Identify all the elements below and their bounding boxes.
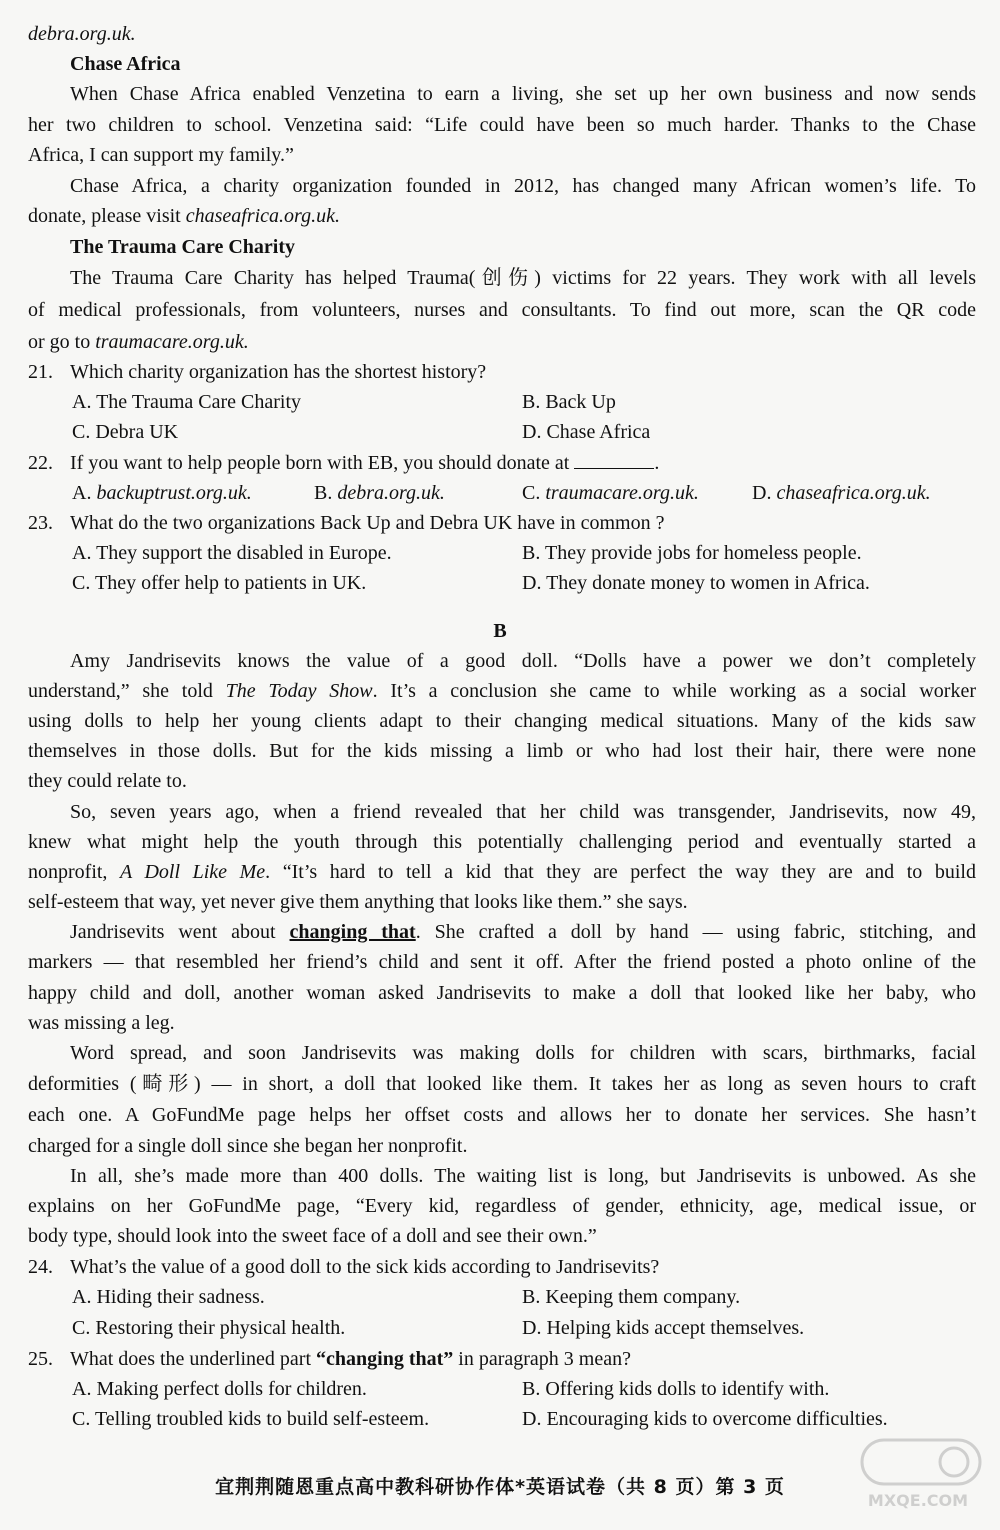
section-b-heading: B bbox=[493, 620, 507, 642]
passage-b-line: charged for a single doll since she began her nonprofit. bbox=[28, 1135, 468, 1157]
passage-b-line: knew what might help the youth through this potentially challenging period and eventually started a bbox=[28, 831, 976, 853]
q22-option-d: D. chaseafrica.org.uk. bbox=[752, 482, 931, 504]
passage-b-line: self-esteem that way, yet never give them anything that looks like them.” she says. bbox=[28, 891, 688, 913]
passage-b-line: was missing a leg. bbox=[28, 1012, 175, 1034]
question-22-text: If you want to help people born with EB, you should donate at . bbox=[70, 452, 660, 474]
passage-b-line: each one. A GoFundMe page helps her offset costs and allows her to donate her services. She hasn’t bbox=[28, 1104, 976, 1126]
debra-url: debra.org.uk. bbox=[28, 23, 136, 45]
chase-text-line: Chase Africa, a charity organization founded in 2012, has changed many African women’s life. To bbox=[70, 175, 976, 197]
passage-b-line: understand,” she told The Today Show. It’s a conclusion she came to while working as a social worker bbox=[28, 680, 976, 702]
answer-blank bbox=[574, 450, 654, 469]
question-number: 25. bbox=[28, 1348, 53, 1370]
passage-b-line: explains on her GoFundMe page, “Every kid, regardless of gender, ethnicity, age, medical issue, or bbox=[28, 1195, 976, 1217]
watermark-text: MXQE.COM bbox=[867, 1491, 969, 1510]
q25-option-d: D. Encouraging kids to overcome difficulties. bbox=[522, 1408, 888, 1430]
passage-b-line: Amy Jandrisevits knows the value of a good doll. “Dolls have a power we don’t completely bbox=[70, 650, 976, 672]
passage-b-line: Jandrisevits went about changing that. She crafted a doll by hand — using fabric, stitching, and bbox=[70, 921, 977, 943]
question-number: 21. bbox=[28, 361, 53, 383]
nonprofit-name: A Doll Like Me bbox=[120, 861, 266, 883]
q24-option-d: D. Helping kids accept themselves. bbox=[522, 1317, 805, 1339]
q25-option-c: C. Telling troubled kids to build self-esteem. bbox=[72, 1408, 430, 1430]
question-number: 23. bbox=[28, 512, 53, 534]
question-23-text: What do the two organizations Back Up and Debra UK have in common ? bbox=[70, 512, 665, 534]
chase-text-line: her two children to school. Venzetina said: “Life could have been so much harder. Thanks to the Chase bbox=[28, 114, 976, 136]
q23-option-d: D. They donate money to women in Africa. bbox=[522, 572, 870, 594]
q21-option-b: B. Back Up bbox=[522, 391, 616, 413]
q24-option-a: A. Hiding their sadness. bbox=[72, 1286, 265, 1308]
q25-option-a: A. Making perfect dolls for children. bbox=[72, 1378, 367, 1400]
q23-option-b: B. They provide jobs for homeless people. bbox=[522, 542, 862, 564]
underlined-phrase: changing that bbox=[289, 921, 416, 943]
question-24-text: What’s the value of a good doll to the sick kids according to Jandrisevits? bbox=[70, 1256, 660, 1278]
page-footer: 宜荆荆随恩重点高中教科研协作体*英语试卷（共 8 页）第 3 页 bbox=[215, 1476, 785, 1498]
question-number: 22. bbox=[28, 452, 53, 474]
passage-b-line: using dolls to help her young clients adapt to their changing medical situations. Many of the kids saw bbox=[28, 710, 976, 732]
passage-b-line: markers — that resembled her friend’s child and sent it off. After the friend posted a photo online of the bbox=[28, 951, 976, 973]
trauma-text-line: or go to traumacare.org.uk. bbox=[28, 331, 249, 353]
passage-b-line: themselves in those dolls. But for the kids missing a limb or who had lost their hair, there were none bbox=[28, 740, 976, 762]
q23-option-c: C. They offer help to patients in UK. bbox=[72, 572, 367, 594]
question-25-text: What does the underlined part “changing that” in paragraph 3 mean? bbox=[70, 1348, 631, 1370]
q23-option-a: A. They support the disabled in Europe. bbox=[72, 542, 392, 564]
q21-option-c: C. Debra UK bbox=[72, 421, 179, 443]
watermark-logo-icon bbox=[856, 1436, 986, 1516]
question-21-text: Which charity organization has the shortest history? bbox=[70, 361, 487, 383]
question-number: 24. bbox=[28, 1256, 53, 1278]
passage-b-line: In all, she’s made more than 400 dolls. The waiting list is long, but Jandrisevits is unbowed. As she bbox=[70, 1165, 976, 1187]
chase-text-line: donate, please visit chaseafrica.org.uk. bbox=[28, 205, 340, 227]
show-title: The Today Show bbox=[225, 680, 373, 702]
chase-text-line: When Chase Africa enabled Venzetina to earn a living, she set up her own business and now sends bbox=[70, 83, 976, 105]
chase-url: chaseafrica.org.uk. bbox=[185, 205, 340, 227]
passage-b-line: happy child and doll, another woman asked Jandrisevits to make a doll that looked like her baby, who bbox=[28, 982, 976, 1004]
trauma-text-line: of medical professionals, from volunteers, nurses and consultants. To find out more, scan the QR code bbox=[28, 299, 976, 321]
passage-b-line: they could relate to. bbox=[28, 770, 187, 792]
passage-b-line: deformities (畸形) — in short, a doll that looked like them. It takes her as long as seven hours to craft bbox=[28, 1073, 976, 1095]
passage-b-line: So, seven years ago, when a friend revealed that her child was transgender, Jandrisevits, now 49, bbox=[70, 801, 976, 823]
q24-option-c: C. Restoring their physical health. bbox=[72, 1317, 346, 1339]
trauma-care-heading: The Trauma Care Charity bbox=[70, 236, 295, 258]
trauma-url: traumacare.org.uk. bbox=[95, 331, 249, 353]
q22-option-c: C. traumacare.org.uk. bbox=[522, 482, 699, 504]
passage-b-line: Word spread, and soon Jandrisevits was making dolls for children with scars, birthmarks, facial bbox=[70, 1042, 976, 1064]
q21-option-a: A. The Trauma Care Charity bbox=[72, 391, 302, 413]
chase-africa-heading: Chase Africa bbox=[70, 53, 181, 75]
q21-option-d: D. Chase Africa bbox=[522, 421, 651, 443]
passage-b-line: nonprofit, A Doll Like Me. “It’s hard to tell a kid that they are perfect the way they are and to build bbox=[28, 861, 976, 883]
passage-b-line: body type, should look into the sweet face of a doll and see their own.” bbox=[28, 1225, 597, 1247]
trauma-text-line: The Trauma Care Charity has helped Trauma(创伤) victims for 22 years. They work with all levels bbox=[70, 267, 976, 289]
chase-text-line: Africa, I can support my family.” bbox=[28, 144, 294, 166]
q24-option-b: B. Keeping them company. bbox=[522, 1286, 741, 1308]
q25-option-b: B. Offering kids dolls to identify with. bbox=[522, 1378, 830, 1400]
q22-option-a: A. backuptrust.org.uk. bbox=[72, 482, 252, 504]
q22-option-b: B. debra.org.uk. bbox=[314, 482, 445, 504]
